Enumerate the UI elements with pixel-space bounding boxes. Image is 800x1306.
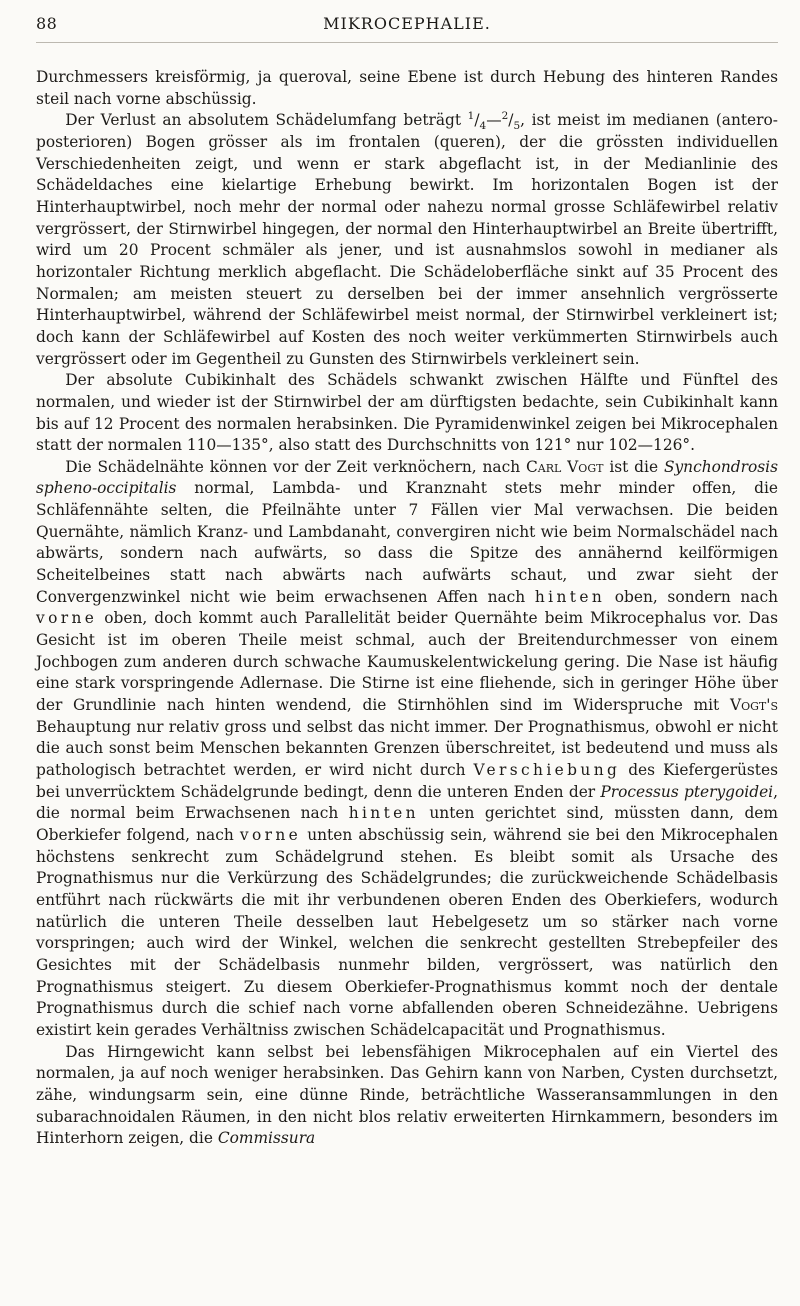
spaced-emphasis: vorne — [36, 609, 98, 628]
text-run: unten abschüssig sein, während sie bei den Mikrocephalen höchstens senkrecht zum Schädelgrund stehen. Es bleibt somit als Ursache des Prognathismus nur die Verkürzung des Schädelgrundes; die zurückweichende Schädelbasis entführt nach rückwärts die mit ihr verbundenen oberen Enden des Oberkiefers, wodurch natürlich die unteren Theile desselben laut Hebelgesetz um so stärker nach vorne vorspringen; auch wird der Winkel, welchen die senkrecht gestellten Strebepfeiler des Gesichtes mit der Schädelbasis nunmehr bilden, vergrössert, was natürlich den Prognathismus steigert. Zu diesem Oberkiefer-Prognathismus kommt noch der dentale Prognathismus durch die schief nach vorne abfallenden oberen Schneidezähne. Uebrigens existirt kein gerades Verhältniss zwischen Schädelcapacität und Prognathismus. — [36, 825, 778, 1039]
italic-term: Synchondrosis spheno-occipitalis — [36, 457, 778, 498]
text-run: Der absolute Cubikinhalt des Schädels schwankt zwischen Hälfte und Fünftel des normalen, und wieder ist der Stirnwirbel der am dürftigsten bedachte, sein Cubikinhalt kann bis auf 12 Procent des normalen herabsinken. Die Pyramidenwinkel zeigen bei Mikrocephalen statt der normalen 110—135°, also statt des Durchschnitts von 121° nur 102—126°. — [36, 371, 778, 455]
fraction-denominator: 5 — [513, 120, 521, 133]
author-name: Carl Vogt — [526, 457, 604, 476]
text-run: Der Verlust an absolutem Schädelumfang beträgt — [65, 111, 468, 130]
fraction-numerator: 1 — [467, 110, 475, 123]
text-run: oben, sondern nach — [605, 587, 778, 606]
text-run: Durchmessers kreisförmig, ja queroval, seine Ebene ist durch Hebung des hinteren Randes steil nach vorne abschüssig. — [36, 68, 778, 108]
paragraph — [36, 370, 778, 457]
fraction-denominator: 4 — [479, 120, 487, 133]
paragraph — [36, 67, 778, 110]
text-run: ist die — [603, 457, 664, 476]
spaced-emphasis: hinten — [534, 587, 606, 606]
text-run: — — [486, 111, 502, 130]
text-run: / — [474, 111, 480, 130]
spaced-emphasis: Verschiebung — [473, 761, 621, 779]
text-run: Das Hirngewicht kann selbst bei lebensfähigen Mikrocephalen auf ein Viertel des normalen, ja auf noch weniger herabsinken. Das Gehirn kann von Narben, Cysten durchsetzt, zähe, windungsarm sein, eine dünne Rinde, beträchtliche Wasseransammlungen in den subarachnoidalen Räumen, in den nicht blos relativ erweiterten Hirnkammern, besonders im Hinterhorn zeigen, die — [36, 1042, 778, 1148]
text-run: normal, Lambda- und Kranznaht stets mehr minder offen, die Schläfennähte selten, die Pfeilnähte unter 7 Fällen vier Mal verwachsen. Die beiden Quernähte, nämlich Kranz- und Lambdanaht, convergiren nicht wie beim Normalschädel nach abwärts, sondern nach aufwärts, so dass die Spitze des annähernd keilförmigen Scheitelbeines statt nach abwärts nach aufwärts schaut, und zwar sieht der Convergenzwinkel nicht wie beim erwachsenen Affen nach — [36, 479, 778, 606]
paragraph — [36, 110, 778, 370]
body-text — [36, 67, 778, 1150]
italic-term: Processus pterygoidei — [600, 782, 774, 801]
spaced-emphasis: hinten — [348, 804, 419, 823]
text-run: , die normal beim Erwachsenen nach — [36, 782, 779, 823]
paragraph — [36, 1042, 778, 1150]
text-run: des Kiefergerüstes bei unverrücktem Schädelgrunde bedingt, denn die unteren Enden der — [36, 761, 778, 801]
text-run: Die Schädelnähte können vor der Zeit verknöchern, nach — [65, 457, 527, 476]
fraction-numerator: 2 — [501, 110, 509, 123]
italic-term: Commissura — [217, 1129, 316, 1148]
running-title: MIKROCEPHALIE. — [323, 14, 491, 33]
text-run: Behauptung nur relativ gross und selbst das nicht immer. Der Prognathismus, obwohl er nicht die auch sonst beim Menschen bekannten Grenzen überschreitet, ist bedeutend und muss als pathologisch betrachtet werden, er wird nicht durch — [36, 717, 778, 779]
paragraph — [36, 457, 778, 1042]
text-run: oben, doch kommt auch Parallelität beider Quernähte beim Mikrocephalus vor. Das Gesicht ist im oberen Theile meist schmal, auch der Breitendurchmesser von einem Jochbogen zum anderen durch schwache Kaumuskelentwickelung gering. Die Nase ist häufig eine stark vorspringende Adlernase. Die Stirne ist eine fliehende, sich in geringer Höhe über der Grundlinie nach hinten wendend, die Stirnhöhlen sind im Widerspruche mit — [36, 609, 778, 715]
page-number: 88 — [36, 14, 58, 33]
author-name: Vogt's — [729, 696, 778, 715]
text-run: , ist meist im medianen (antero-posterioren) Bogen grösser als im frontalen (queren), der die grössten individuellen Verschiedenheiten zeigt, und wenn er stark abgeflacht ist, in der Medianlinie des Schädeldaches eine kielartige Erhebung bewirkt. Im horizontalen Bogen ist der Hinterhauptwirbel, noch mehr der normal oder nahezu normal grosse Schläfewirbel relativ vergrössert, der Stirnwirbel hingegen, der normal den Hinterhauptwirbel an Breite übertrifft, wird um 20 Procent schmäler als jener, und ist ausnahmslos sowohl in medianer als horizontaler Richtung merklich abgeflacht. Die Schädeloberfläche sinkt auf 35 Procent des Normalen; am meisten steuert zu derselben bei der immer ansehnlich vergrösserte Hinterhauptwirbel, während der Schläfewirbel meist normal, der Stirnwirbel verkleinert ist; doch kann der Schläfewirbel auf Kosten des noch weiter verkümmerten Stirnwirbels auch vergrössert oder im Gegentheil zu Gunsten des Stirnwirbels verkleinert sein. — [36, 111, 778, 368]
spaced-emphasis: vorne — [239, 825, 302, 844]
page-header — [36, 14, 778, 43]
text-run: / — [508, 111, 514, 130]
text-run: unten gerichtet sind, müssten dann, dem Oberkiefer folgend, nach — [36, 804, 778, 844]
